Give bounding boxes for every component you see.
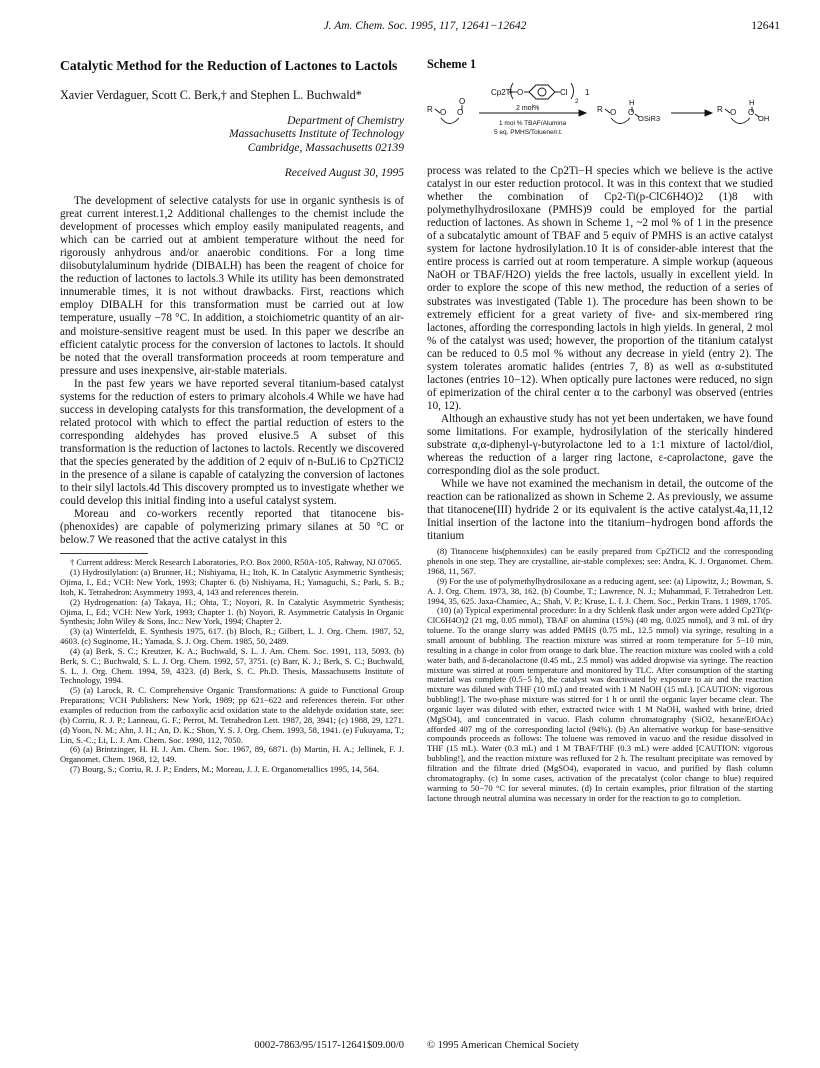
lactol-ring	[731, 118, 750, 124]
ring-oxygen-label: O	[440, 108, 447, 118]
right-paren	[571, 83, 574, 99]
ring-oxygen-label: O	[730, 108, 737, 118]
ring-oxygen-label: O	[628, 108, 635, 118]
benzene-ring	[529, 85, 555, 99]
hydroxyl-label: OH	[758, 114, 770, 124]
r-group-label: R	[597, 105, 603, 115]
footnote: (5) (a) Larock, R. C. Comprehensive Organic Transformations: A guide to Functional Group Preparations; VCH Publishers: New York, 1989; pp 621−622 and references therein. For other examples of reduction from the carboxylic acid oxidation state to the aldehyde oxidation state, see: (b) Corriu, R. J. P.; Lanneau, G. F.; Perrot, M. Tetrahedron Lett. 1987, 28, 3941; (c) 1988, 29, 1271. (d) Yoon, N. M.; Ahn, J. H.; An, D. K.; Shon, Y. S. J. Org. Chem. 1993, 58, 1941. (e) Fukuyama, T.; Lin, S.-C.; Li, L. J. Am. Chem. Soc. 1990, 112, 7050.	[60, 685, 404, 745]
footnote: † Current address: Merck Research Laboratories, P.O. Box 2000, R50A-105, Rahway, NJ 07065.	[70, 557, 402, 568]
copyright-notice: © 1995 American Chemical Society	[427, 1040, 580, 1051]
received-date: Received August 30, 1995	[284, 167, 404, 179]
scheme-label: Scheme 1	[427, 57, 477, 71]
article-title: Catalytic Method for the Reduction of Lactones to Lactols	[60, 58, 398, 73]
carbonyl-oxygen-label: O	[459, 97, 466, 107]
footnote: (3) (a) Winterfeldt, E. Synthesis 1975, 617. (b) Bloch, R.; Gilbert, L. J. Org. Chem. 1987, 52, 4603. (c) Suginome, H.; Yamada, S. J. Org. Chem. 1985, 50, 2489.	[60, 626, 404, 647]
page-number: 12641	[751, 20, 780, 32]
running-header	[70, 20, 780, 36]
body-paragraph: Moreau and co-workers recently reported that titanocene bis-(phenoxides) are capable of polymerizing primary silanes at 50 °C or below.7 We reasoned that the active catalyst in this	[60, 508, 404, 547]
condition-line: 1 mol % TBAF/Alumina	[499, 120, 567, 128]
footnote: (4) (a) Berk, S. C.; Kreutzer, K. A.; Buchwald, S. L. J. Am. Chem. Soc. 1991, 113, 5093. (b) Berk, S. C.; Buchwald, S. L. J. Org. Chem. 1992, 57, 3751. (c) Barr, K. J.; Berk, S. C.; Buchwald, S. L. J. Org. Chem. 1994, 59, 4323. (d) Berk, S. C. Ph.D. Thesis, Massachusetts Institute of Technology, 1994.	[60, 645, 404, 686]
body-paragraph: While we have not examined the mechanism in detail, the outcome of the reaction can be rationalized as shown in Scheme 2. As previously, we assume that titanocene(III) hydride 2 or its equivalent is the active catalyst.4a,11,12 Initial insertion of the lactone into the titanium−hydrogen bond affords the titanium	[427, 478, 773, 543]
reaction-scheme-drawing	[427, 73, 773, 161]
ring-oxygen-label: O	[457, 108, 464, 118]
subscript-two: 2	[575, 98, 579, 106]
lactone-ring	[441, 118, 459, 124]
footnote: (1) Hydrosilylation: (a) Brunner, H.; Nishiyama, H.; Itoh, K. In Catalytic Asymmetric Synthesis; Ojima, I., Ed.; VCH: New York, 1993; Chapter 6. (b) Nishiyama, H.; Yamaguchi, S.; Park, S. B.; Itoh, K. Tetrahedron: Asymmetry 1993, 4, 143 and references therein.	[60, 567, 404, 597]
ring-oxygen-label: O	[748, 108, 755, 118]
article-authors: Xavier Verdaguer, Scott C. Berk,† and Stephen L. Buchwald*	[60, 88, 362, 102]
right-column	[427, 58, 773, 803]
catalyst-label: Cp2Ti	[491, 88, 513, 98]
footnote: (8) Titanocene bis(phenoxides) can be easily prepared from Cp2TiCl2 and the corresponding phenols in one step. They are crystalline, air-stable complexes; see: Andra, K. J. Organomet. Chem. 1968, 11, 567.	[427, 546, 773, 577]
aromatic-circle	[538, 88, 546, 96]
hydrogen-label: H	[629, 98, 635, 108]
author-affiliation	[60, 115, 404, 156]
body-paragraph: In the past few years we have reported several titanium-based catalyst systems for the reduction of esters to primary alcohols.4 While we have had success in developing catalysts for this transformation, the development of a related protocol with which to effect the partial reduction of esters to the corresponding aldehydes has proved elusive.5 A subset of this transformation is the reduction of lactones to lactols. Recently we discovered that the species generated by the addition of 2 equiv of n-BuLi6 to Cp2TiCl2 in the presence of a silane is capable of catalyzing the conversion of lactones to their silyl lactols.4d This discovery prompted us to investigate whether we could develop this initial finding into a useful catalyst system.	[60, 377, 404, 508]
arrow-head	[579, 110, 586, 116]
affiliation-line: Cambridge, Massachusetts 02139	[247, 141, 404, 154]
footnote: (10) (a) Typical experimental procedure: In a dry Schlenk flask under argon were added Cp2Ti(p-ClC6H4O)2 (21 mg, 0.05 mmol), TBAF on alumina (15%) (40 mg, 0.025 mmol), and 3 mL of dry toluene. To the orange slurry was added PMHS (0.75 mL, 12.5 mmol) via syringe, resulting in a small amount of bubbling. The reaction mixture was stirred at room temperature for 5−10 min, resulting in a change in color from orange to dark blue. The reaction mixture was cooled with a cold water bath, and δ-decanolactone (0.45 mL, 2.5 mmol) was added dropwise via syringe. The reaction mixture was stirred at room temperature and monitored by TLC. After consumption of the starting material was complete (0.5−5 h), the catalyst was deactivated by exposure to air and the reaction mixture was diluted with THF (10 mL) and treated with 1 M NaOH (15 mL). [CAUTION: vigorous bubbling!]. The two-phase mixture was stirred for 1 h or until the organic layer became clear. The organic layer was diluted with ether, extracted twice with 1 M NaOH, washed with brine, dried (MgSO4), and concentrated in vacuo. Flash column chromatography (SiO2, hexane/EtOAc) afforded 407 mg of the corresponding lactol (94%). (b) An alternative workup for base-sensitive compounds proceeds as follows: The toluene was removed in vacuo and the residue dissolved in THF (15 mL). Water (0.3 mL) and 1 M TBAF/THF (0.3 mL) were added [CAUTION: vigorous bubbling!], and the reaction mixture was refluxed for 2 h. The resultant precipitate was removed by filtration and the filtrate dried (MgSO4), evaporated in vacuo, and purified by flash column chromatography. (c) In some cases, activation of the precatalyst (color change to blue) required warming to 50−70 °C for several minutes. (d) In certain examples, prior filtration of the starting lactone through neutral alumina was necessary in order for the reaction to go to completion.	[427, 605, 773, 803]
affiliation-line: Massachusetts Institute of Technology	[229, 128, 404, 140]
left-column	[60, 58, 404, 775]
footnote: (9) For the use of polymethylhydrosiloxane as a reducing agent, see: (a) Lipowitz, J.; Bowman, S. A. J. Org. Chem. 1973, 38, 162. (b) Coumbe, T.; Lawrence, N. J.; Muhammad, F. Tetrahedron Lett. 1994, 35, 625. Jaxa-Chamiec, A.; Shah, V. P.; Kruse, L. I. J. Chem. Soc., Perkin Trans. 1 1989, 1705.	[427, 575, 773, 606]
r-group-label: R	[717, 105, 723, 115]
footnotes-left	[60, 558, 404, 775]
journal-reference: J. Am. Chem. Soc. 1995, 117, 12641−12642	[323, 20, 527, 32]
body-paragraph: Although an exhaustive study has not yet been undertaken, we have found some limitations. For example, hydrosilylation of the sterically hindered substrate α,α-diphenyl-γ-butyrolactone led to a 1:1 mixture of lactol/diol, whereas the reduction of a larger ring lactone, ε-caprolactone, gave the corresponding diol as the sole product.	[427, 412, 773, 478]
footnote: (6) (a) Brintzinger, H. H. J. Am. Chem. Soc. 1967, 89, 6871. (b) Martin, H. A.; Jellinek, F. J. Organomet. Chem. 1968, 12, 149.	[60, 744, 404, 765]
chlorine-label: Cl	[560, 88, 568, 98]
ring-oxygen-label: O	[610, 108, 617, 118]
reaction-scheme	[427, 73, 773, 161]
affiliation-line: Department of Chemistry	[287, 114, 404, 127]
arrow-head	[705, 110, 712, 116]
condition-line: 5 eq. PMHS/Toluene/r.t.	[494, 129, 563, 137]
article-code: 0002-7863/95/1517-12641$09.00/0	[254, 1040, 404, 1051]
osir3-label: OSiR3	[638, 114, 661, 124]
compound-number: 1	[585, 88, 590, 98]
lactol-ring	[611, 118, 630, 124]
hydrogen-label: H	[749, 98, 755, 108]
body-paragraph: The development of selective catalysts for use in organic synthesis is of great current interest.1,2 Additional challenges to the chemist include the development of processes which employ easily manipulated reagents, and which can be carried out at ambient temperature without the need for rigorously anhydrous and/or anaerobic conditions. For a long time diisobutylaluminum hydride (DIBALH) has been the reagent of choice for the reduction of lactones to lactols.3 While its utility has been demonstrated innumerable times, it is not without drawbacks. First, reactions which employ DIBALH for this transformation must be carried out at low temperature, usually −78 °C. In addition, a stoichiometric quantity of an air- and moisture-sensitive reagent must be used. In this paper we describe an efficient catalytic process for the conversion of lactones to lactols. It should be noted that the overall transformation proceeds at room temperature and pressure and uses inexpensive, air-stable materials.	[60, 195, 404, 377]
footnotes-right	[427, 547, 773, 803]
footnote: (7) Bourg, S.; Corriu, R. J. P.; Enders, M.; Moreau, J. J. E. Organometallics 1995, 14, 564.	[70, 764, 380, 775]
r-group-label: R	[427, 105, 433, 115]
footnote: (2) Hydrogenation: (a) Takaya, H.; Ohta, T.; Noyori, R. In Catalytic Asymmetric Synthesis; Ojima, I., Ed.; VCH: New York, 1993; Chapter 1. (b) Noyori, R. Asymmetric Catalysis In Organic Synthesis; John Wiley & Sons, Inc.: New York, 1994; Chapter 2.	[60, 596, 404, 627]
body-paragraph: process was related to the Cp2Ti−H species which we believe is the active catalyst in our ester reduction protocol. It was in this context that we studied whether the combination of Cp2-Ti(p-ClC6H4O)2 (1)8 with polymethylhydrosiloxane (PMHS)9 could be employed for the partial reduction of lactones. As shown in Scheme 1, ~2 mol % of 1 in the presence of a subcatalytic amount of TBAF and 5 equiv of PMHS is an active catalyst system for lactone hydrosilylation.10 It is of consider-able interest that the entire process is carried out at room temperature. A simple workup (aqueous NaOH or TBAF/H2O) yields the free lactols, usually in excellent yield. In order to explore the scope of this new method, the reduction of a series of substrates was investigated (Table 1). The procedure has been shown to be extremely efficient for a great variety of five- and six-membered ring lactones, affording the corresponding lactols in high yields. In general, 2 mol % of the catalyst was used; however, the proportion of the titanium catalyst can be reduced to 0.5 mol % without any decrease in yield (entry 2). The system tolerates aromatic halides (entries 7, 8) as well as α-substituted lactones (entries 10−12). When optically pure lactones were reduced, no sign of epimerization of the chiral center α to the carbonyl was observed (entries 10, 12).	[427, 165, 773, 412]
oxygen-label: O	[517, 88, 524, 98]
catalyst-loading: 2 mol%	[516, 105, 540, 113]
footnote-divider	[60, 553, 148, 554]
